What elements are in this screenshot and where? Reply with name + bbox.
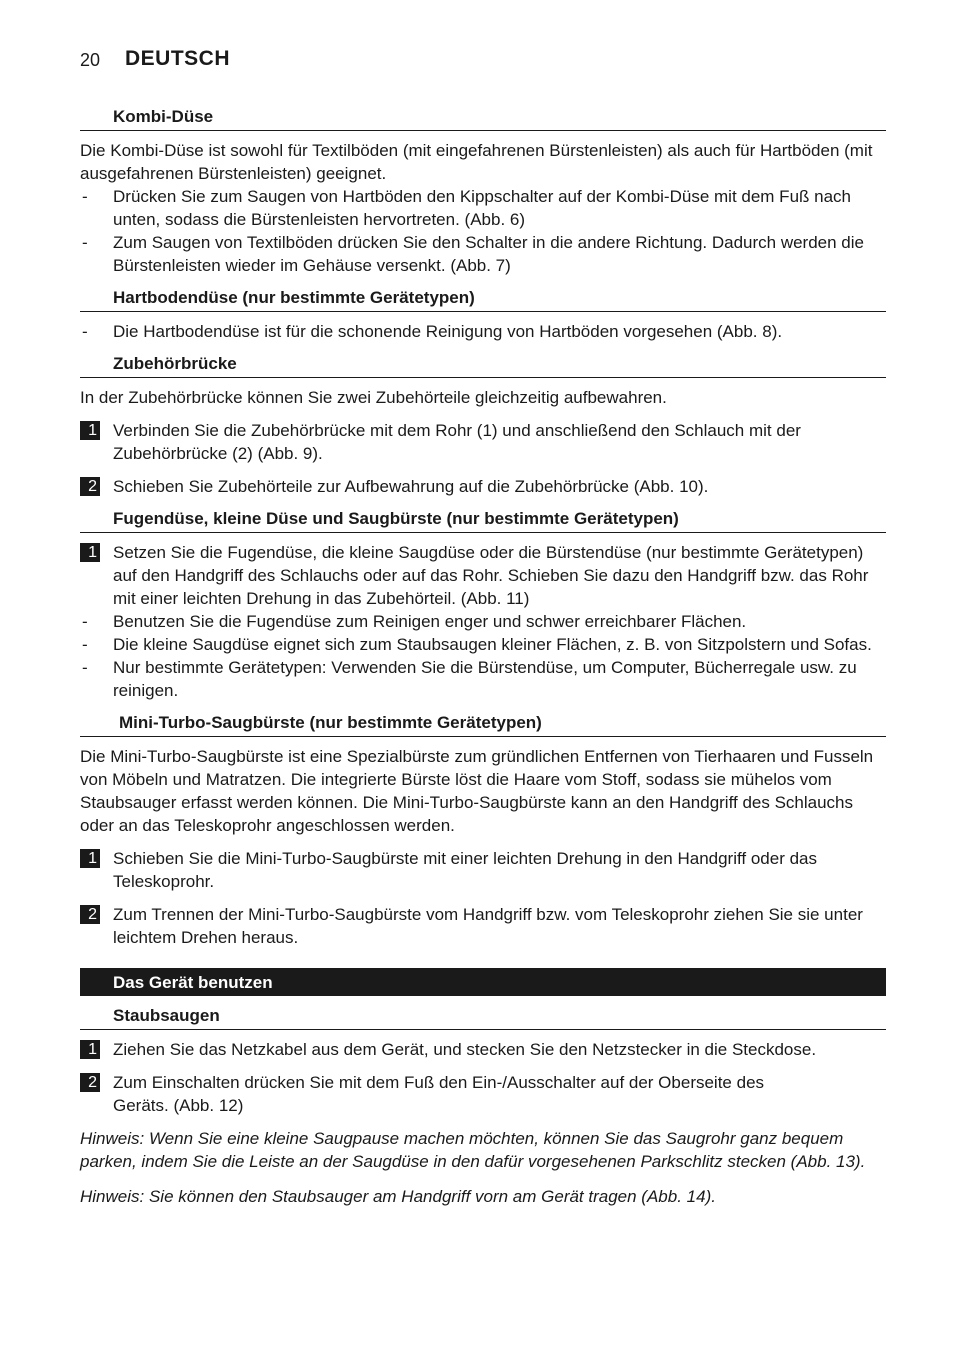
step-item [80,847,886,893]
section-heading-fugenduese: Fugendüse, kleine Düse und Saugbürste (nur bestimmte Gerätetypen) [80,507,886,533]
dash-item-text: Benutzen Sie die Fugendüse zum Reinigen enger und schwer erreichbarer Flächen. [113,612,747,631]
step-number: 2 [80,905,100,924]
step-item [80,475,886,498]
dash-item [80,633,886,656]
section-heading-hartbodenduese: Hartbodendüse (nur bestimmte Gerätetypen) [80,286,886,312]
dash-marker: - [82,658,88,677]
step-item [80,541,886,610]
step-number: 1 [80,1040,100,1059]
step-number: 2 [80,477,100,496]
step-item [80,1071,886,1117]
dash-item-text: Zum Saugen von Textilböden drücken Sie den Schalter in die andere Richtung. Dadurch werden die Bürstenleisten wieder im Gehäuse versenkt. (Abb. 7) [113,233,864,275]
step-text: Zum Einschalten drücken Sie mit dem Fuß den Ein-/Ausschalter auf der Oberseite des Geräts. (Abb. 12) [113,1073,765,1115]
step-item [80,1038,886,1061]
step-number: 2 [80,1073,100,1092]
step-item [80,419,886,465]
step-text: Schieben Sie Zubehörteile zur Aufbewahrung auf die Zubehörbrücke (Abb. 10). [113,477,709,496]
paragraph: In der Zubehörbrücke können Sie zwei Zubehörteile gleichzeitig aufbewahren. [80,388,667,407]
dash-item [80,610,886,633]
step-text: Schieben Sie die Mini-Turbo-Saugbürste mit einer leichten Drehung in den Handgriff oder das Teleskoprohr. [113,849,818,891]
paragraph: Die Mini-Turbo-Saugbürste ist eine Spezialbürste zum gründlichen Entfernen von Tierhaaren und Fusseln von Möbeln und Matratzen. Die integrierte Bürste löst die Haare vom Stoff, sodass sie mühelos vom Staubsauger erfasst werden können. Die Mini-Turbo-Saugbürste kann an den Handgriff des Schlauchs oder an das Teleskoprohr angeschlossen werden. [80,747,874,835]
page-number: 20 [80,50,101,70]
dash-marker: - [82,233,88,252]
dash-item [80,185,886,231]
section-heading-zubehoerbruecke: Zubehörbrücke [80,352,886,378]
step-number: 1 [80,849,100,868]
step-item [80,903,886,949]
dash-item [80,320,886,343]
dash-item-text: Nur bestimmte Gerätetypen: Verwenden Sie die Bürstendüse, um Computer, Bücherregale usw. zu reinigen. [113,658,857,700]
section-heading-kombi-duese: Kombi-Düse [80,105,886,131]
note: Hinweis: Wenn Sie eine kleine Saugpause machen möchten, können Sie das Saugrohr ganz bequem parken, indem Sie die Leiste an der Saugdüse in den dafür vorgesehenen Parkschlitz stecken (Abb. 13). [80,1129,866,1171]
page-content [80,105,886,1208]
step-number: 1 [80,543,100,562]
dash-item-text: Die Hartbodendüse ist für die schonende Reinigung von Hartböden vorgesehen (Abb. 8). [113,322,783,341]
dash-item-text: Drücken Sie zum Saugen von Hartböden den Kippschalter auf der Kombi-Düse mit dem Fuß nach unten, sodass die Bürstenleisten hervortreten. (Abb. 6) [113,187,851,229]
dash-item [80,656,886,702]
section-heading-staubsaugen: Staubsaugen [80,1004,886,1030]
paragraph: Die Kombi-Düse ist sowohl für Textilböden (mit eingefahrenen Bürstenleisten) als auch für Hartböden (mit ausgefahrenen Bürstenleisten) geeignet. [80,141,873,183]
dash-marker: - [82,635,88,654]
dash-marker: - [82,322,88,341]
chapter-heading-geraet-benutzen: Das Gerät benutzen [80,968,886,996]
language-heading: DEUTSCH [125,47,231,70]
step-text: Ziehen Sie das Netzkabel aus dem Gerät, und stecken Sie den Netzstecker in die Steckdose. [113,1040,817,1059]
note: Hinweis: Sie können den Staubsauger am Handgriff vorn am Gerät tragen (Abb. 14). [80,1187,716,1206]
step-text: Zum Trennen der Mini-Turbo-Saugbürste vom Handgriff bzw. vom Teleskoprohr ziehen Sie sie unter leichtem Drehen heraus. [113,905,863,947]
step-number: 1 [80,421,100,440]
dash-marker: - [82,187,88,206]
step-text: Verbinden Sie die Zubehörbrücke mit dem Rohr (1) und anschließend den Schlauch mit der Zubehörbrücke (2) (Abb. 9). [113,421,801,463]
dash-marker: - [82,612,88,631]
step-text: Setzen Sie die Fugendüse, die kleine Saugdüse oder die Bürstendüse (nur bestimmte Gerätetypen) auf den Handgriff des Schlauchs oder auf das Rohr. Schieben Sie dazu den Handgriff bzw. das Rohr mit einer leichten Drehung in das Zubehörteil. (Abb. 11) [113,543,869,608]
section-heading-mini-turbo: Mini-Turbo-Saugbürste (nur bestimmte Gerätetypen) [80,711,886,737]
dash-item [80,231,886,277]
dash-item-text: Die kleine Saugdüse eignet sich zum Staubsaugen kleiner Flächen, z. B. von Sitzpolstern und Sofas. [113,635,872,654]
